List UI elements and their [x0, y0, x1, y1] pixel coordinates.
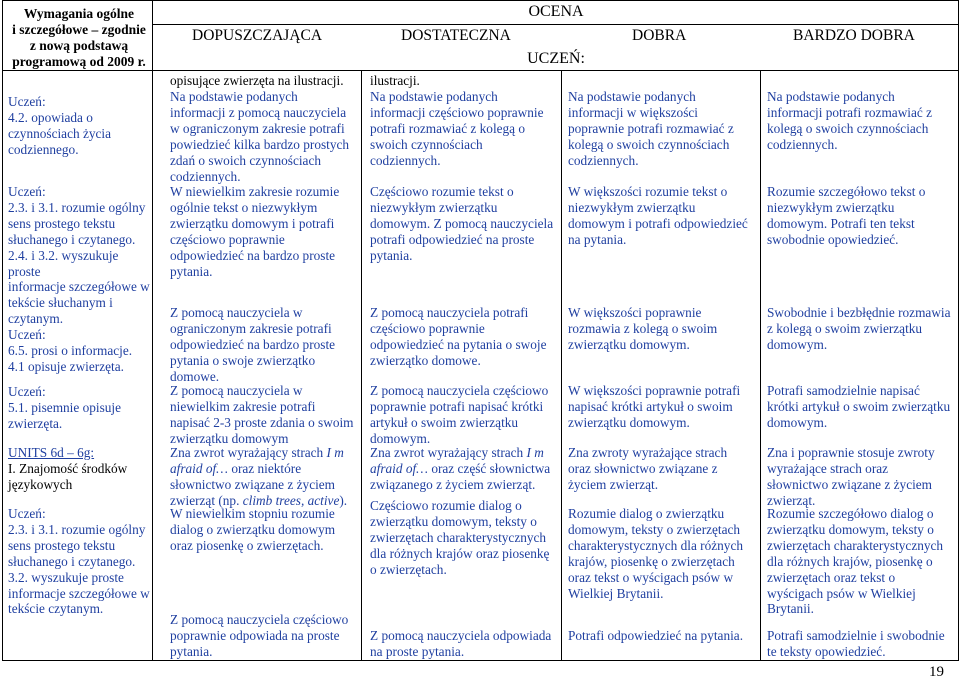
- header-ocena-divider: [152, 24, 958, 25]
- dopuszczajaca-row-6: W niewielkim stopniu rozumie dialog o zwierzątku domowym oraz piosenkę o zwierzętach.: [170, 506, 336, 553]
- dobra-row-2: W większości rozumie tekst o niezwykłym zwierzątku domowym i potrafi odpowiedzieć na pytania.: [568, 184, 748, 247]
- dopuszczajaca-row-5: Zna zwrot wyrażający strach I m afraid of… oraz niektóre słownictwo związane z życiem zwierząt (np. climb trees, active).: [170, 445, 348, 508]
- uczen-header: UCZEŃ:: [527, 50, 585, 67]
- ocena-header: OCENA: [528, 3, 584, 20]
- level-dopuszczajaca: DOPUSZCZAJĄCA: [192, 27, 323, 44]
- requirements-header: Wymagania ogólne i szczegółowe – zgodnie z nową podstawą programową od 2009 r.: [12, 6, 146, 69]
- table-right-border: [958, 0, 959, 661]
- dopuszczajaca-row-2: W niewielkim zakresie rozumie ogólnie tekst o niezwykłym zwierzątku domowym i potrafi częściowo poprawnie odpowiedzieć na bardzo proste pytania.: [170, 184, 340, 279]
- header-bottom-border: [2, 70, 958, 71]
- table-bottom-border: [2, 660, 958, 661]
- level-dostateczna: DOSTATECZNA: [401, 27, 511, 44]
- col-divider-4: [760, 71, 761, 661]
- table-left-border: [2, 0, 3, 661]
- dobra-row-6: Rozumie dialog o zwierzątku domowym, teksty o zwierzętach charakterystycznych dla różnych krajów, piosenkę o zwierzętach oraz tekst o wyścigach psów w Wielkiej Brytanii.: [568, 506, 743, 601]
- col-divider-2: [361, 71, 362, 661]
- col-divider-1: [152, 0, 153, 661]
- dobra-row-5: Zna zwroty wyrażające strach oraz słownictwo związane z życiem zwierząt.: [568, 445, 728, 492]
- dostateczna-row-5: Zna zwrot wyrażający strach I m afraid of… oraz część słownictwa związanego z życiem zwierząt.: [370, 445, 551, 492]
- dostateczna-row-6: Częściowo rozumie dialog o zwierzątku domowym, teksty o zwierzętach charakterystycznych dla różnych krajów oraz piosenkę o zwierzętach.: [370, 498, 550, 577]
- bardzo-dobra-row-3: Swobodnie i bezbłędnie rozmawia z kolegą o swoim zwierzątku domowym.: [767, 305, 951, 352]
- bardzo-dobra-row-4: Potrafi samodzielnie napisać krótki artykuł o swoim zwierzątku domowym.: [767, 383, 951, 430]
- units-heading: UNITS 6d – 6g:: [8, 445, 95, 460]
- dostateczna-row-7: Z pomocą nauczyciela odpowiada na proste pytania.: [370, 628, 552, 659]
- bardzo-dobra-row-5: Zna i poprawnie stosuje zwroty wyrażające strach oraz słownictwo związane z życiem zwierząt.: [767, 445, 935, 508]
- dostateczna-row-3: Z pomocą nauczyciela potrafi częściowo poprawnie odpowiedzieć na pytania o swoje zwierzątko domowe.: [370, 305, 547, 368]
- requirement-block-4: I. Znajomość środków językowych: [8, 461, 128, 492]
- dostateczna-row-2: Częściowo rozumie tekst o niezwykłym zwierzątku domowym. Z pomocą nauczyciela potrafi odpowiedzieć na proste pytania.: [370, 184, 554, 263]
- requirement-block-1: Uczeń: 4.2. opowiada o czynnościach życia codziennego.: [8, 94, 111, 157]
- bardzo-dobra-row-2: Rozumie szczegółowo tekst o niezwykłym zwierzątku domowym. Potrafi ten tekst swobodnie opowiedzieć.: [767, 184, 926, 247]
- requirement-block-3: Uczeń: 5.1. pisemnie opisuje zwierzęta.: [8, 384, 122, 431]
- col-divider-3: [561, 71, 562, 661]
- carry-over-dopuszczajaca: opisujące zwierzęta na ilustracji.: [170, 73, 344, 88]
- page-number: 19: [929, 664, 944, 680]
- dopuszczajaca-row-3: Z pomocą nauczyciela w ograniczonym zakresie potrafi odpowiedzieć na bardzo proste pytania o swoje zwierzątko domowe.: [170, 305, 336, 384]
- bardzo-dobra-row-1: Na podstawie podanych informacji potrafi rozmawiać z kolegą o swoich czynnościach codziennych.: [767, 89, 933, 152]
- dopuszczajaca-row-1: Na podstawie podanych informacji z pomocą nauczyciela w ograniczonym zakresie potrafi powiedzieć kilka bardzo prostych zdań o swoich czynnościach codziennych.: [170, 89, 350, 184]
- requirement-block-2: Uczeń: 2.3. i 3.1. rozumie ogólny sens prostego tekstu słuchanego i czytanego. 2.4. i 3.2. wyszukuje proste informacje szczegółowe w tekście słuchanym i czytanym. Uczeń: 6.5. prosi o informacje. 4.1 opisuje zwierzęta.: [8, 184, 150, 374]
- dobra-row-1: Na podstawie podanych informacji w większości poprawnie potrafi rozmawiać z kolegą o swoich czynnościach codziennych.: [568, 89, 734, 168]
- dobra-row-3: W większości poprawnie rozmawia z kolegą o swoim zwierzątku domowym.: [568, 305, 718, 352]
- bardzo-dobra-row-7: Potrafi samodzielnie i swobodnie te teksty opowiedzieć.: [767, 628, 945, 659]
- dostateczna-row-1: Na podstawie podanych informacji częściowo poprawnie potrafi rozmawiać z kolegą o swoich czynnościach codziennych.: [370, 89, 544, 168]
- bardzo-dobra-row-6: Rozumie szczegółowo dialog o zwierzątku domowym, teksty o zwierzętach charakterystycznych dla różnych krajów, piosenkę o zwierzętach oraz tekst o wyścigach psów w Wielkiej Brytanii.: [767, 506, 944, 617]
- requirement-block-5: Uczeń: 2.3. i 3.1. rozumie ogólny sens prostego tekstu słuchanego i czytanego. 3.2. wyszukuje proste informacje szczegółowe w tekście czytanym.: [8, 506, 150, 617]
- dopuszczajaca-row-4: Z pomocą nauczyciela w niewielkim zakresie potrafi napisać 2-3 proste zdania o swoim zwierzątku domowym: [170, 383, 354, 446]
- carry-over-dostateczna: ilustracji.: [370, 73, 420, 88]
- level-dobra: DOBRA: [632, 27, 687, 44]
- dobra-row-7: Potrafi odpowiedzieć na pytania.: [568, 628, 744, 643]
- table-top-border: [2, 0, 958, 1]
- dobra-row-4: W większości poprawnie potrafi napisać krótki artykuł o swoim zwierzątku domowym.: [568, 383, 741, 430]
- dostateczna-row-4: Z pomocą nauczyciela częściowo poprawnie potrafi napisać krótki artykuł o swoim zwierzątku domowym.: [370, 383, 549, 446]
- level-bardzo-dobra: BARDZO DOBRA: [793, 27, 915, 44]
- dopuszczajaca-row-7: Z pomocą nauczyciela częściowo poprawnie odpowiada na proste pytania.: [170, 612, 349, 659]
